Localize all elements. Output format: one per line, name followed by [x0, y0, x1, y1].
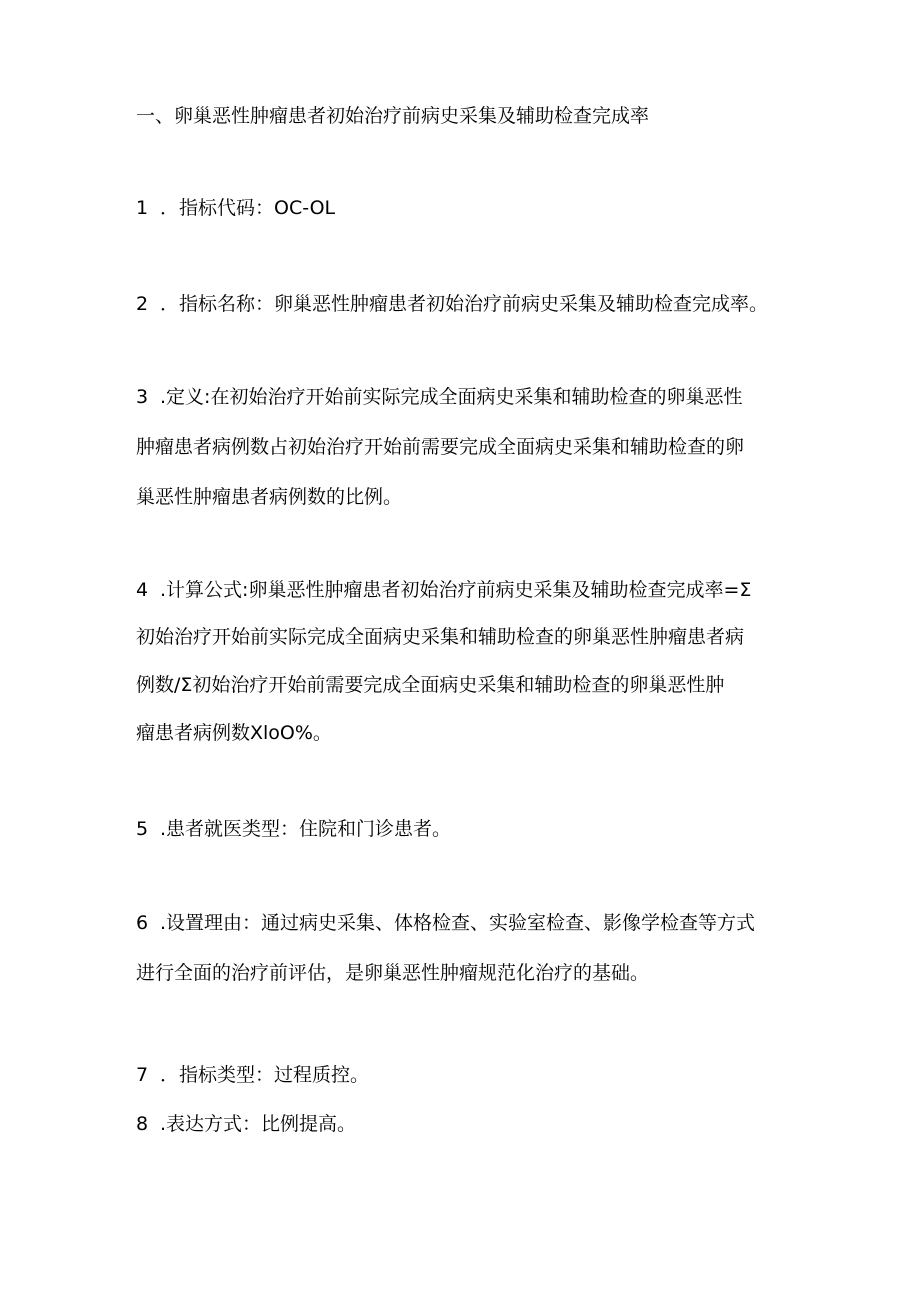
item-6 — [136, 911, 755, 935]
item-2 — [136, 292, 768, 316]
item-number: 7 — [136, 1064, 149, 1086]
item-4 — [136, 578, 751, 602]
item-5 — [136, 817, 451, 841]
item-text: .计算公式:卵巢恶性肿瘤患者初始治疗前病史采集及辅助检查完成率=Σ — [160, 579, 752, 601]
item-4-line-2: 初始治疗开始前实际完成全面病史采集和辅助检查的卵巢恶性肿瘤患者病 — [136, 626, 745, 648]
item-number: 6 — [136, 912, 149, 934]
item-text: .设置理由：通过病史采集、体格检查、实验室检查、影像学检查等方式 — [160, 912, 756, 934]
item-8 — [136, 1112, 356, 1136]
item-number: 2 — [136, 293, 149, 315]
item-1 — [136, 196, 335, 220]
item-number: 1 — [136, 197, 149, 219]
item-number: 4 — [136, 579, 149, 601]
item-text: .表达方式：比例提高。 — [160, 1113, 357, 1135]
item-3-line-3: 巢恶性肿瘤患者病例数的比例。 — [136, 486, 403, 508]
item-text: ．指标代码：OC-OL — [160, 197, 336, 219]
item-text: .患者就医类型：住院和门诊患者。 — [160, 818, 452, 840]
item-number: 5 — [136, 818, 149, 840]
item-4-line-3: 例数/Σ初始治疗开始前需要完成全面病史采集和辅助检查的卵巢恶性肿 — [136, 674, 725, 696]
item-3 — [136, 385, 742, 409]
item-7 — [136, 1063, 369, 1087]
document-heading: 一、卵巢恶性肿瘤患者初始治疗前病史采集及辅助检查完成率 — [136, 105, 650, 127]
item-text: .定义:在初始治疗开始前实际完成全面病史采集和辅助检查的卵巢恶性 — [160, 386, 743, 408]
item-4-line-4: 瘤患者病例数XloO%。 — [136, 722, 332, 744]
item-number: 8 — [136, 1113, 149, 1135]
item-text: ．指标名称：卵巢恶性肿瘤患者初始治疗前病史采集及辅助检查完成率。 — [160, 293, 769, 315]
item-3-line-2: 肿瘤患者病例数占初始治疗开始前需要完成全面病史采集和辅助检查的卵 — [136, 436, 745, 458]
item-text: ．指标类型：过程质控。 — [160, 1064, 370, 1086]
item-number: 3 — [136, 386, 149, 408]
item-6-line-2: 进行全面的治疗前评估，是卵巢恶性肿瘤规范化治疗的基础。 — [136, 962, 650, 984]
